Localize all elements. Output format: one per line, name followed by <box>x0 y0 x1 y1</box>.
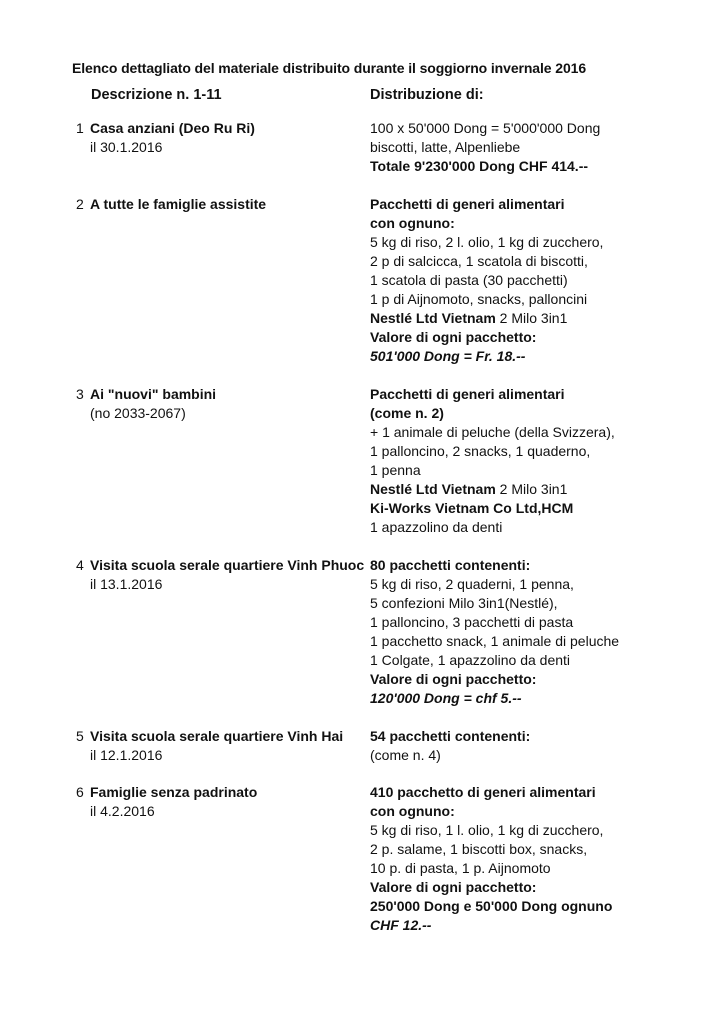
entry-subtitle: il 12.1.2016 <box>90 747 163 763</box>
distribution-line <box>370 233 710 252</box>
distribution-line <box>370 613 710 632</box>
distribution-text: 54 pacchetti contenenti: <box>370 728 531 744</box>
distribution-line <box>370 423 710 442</box>
distribution-text: Valore di ogni pacchetto: <box>370 671 537 687</box>
header-distribution: Distribuzione di: <box>370 87 484 103</box>
distribution-text: Pacchetti di generi alimentari <box>370 196 565 212</box>
distribution-text: 2 p di salcicca, 1 scatola di biscotti, <box>370 253 588 269</box>
distribution-text-tail: 2 Milo 3in1 <box>495 481 568 497</box>
distribution-line <box>370 157 710 176</box>
entry-number: 1 <box>76 120 84 136</box>
entry-name: A tutte le famiglie assistite <box>90 196 267 212</box>
entry-subtitle: (no 2033-2067) <box>90 405 186 421</box>
distribution-line <box>370 214 710 233</box>
entry-subtitle: il 13.1.2016 <box>90 576 163 592</box>
distribution-text: con ognuno: <box>370 215 455 231</box>
distribution-line <box>370 878 710 897</box>
distribution-text: 1 p di Aijnomoto, snacks, palloncini <box>370 291 588 307</box>
entry-name: Ai "nuovi" bambini <box>90 386 217 402</box>
entry-name: Casa anziani (Deo Ru Ri) <box>90 120 255 136</box>
entry-distribution <box>370 783 710 935</box>
distribution-text: (come n. 2) <box>370 405 444 421</box>
distribution-text: 1 palloncino, 2 snacks, 1 quaderno, <box>370 443 591 459</box>
distribution-line <box>370 499 710 518</box>
entry-description <box>90 385 360 423</box>
distribution-line <box>370 859 710 878</box>
distribution-text: 501'000 Dong = Fr. 18.-- <box>370 348 526 364</box>
entry-description <box>90 195 360 214</box>
entry-distribution <box>370 556 710 708</box>
distribution-line <box>370 746 710 765</box>
distribution-line <box>370 385 710 404</box>
distribution-text: 5 confezioni Milo 3in1(Nestlé), <box>370 595 558 611</box>
distribution-text: 120'000 Dong = chf 5.-- <box>370 690 522 706</box>
distribution-text-tail: 2 Milo 3in1 <box>495 310 568 326</box>
entry-description <box>90 119 360 157</box>
distribution-line <box>370 840 710 859</box>
distribution-text: Nestlé Ltd Vietnam <box>370 310 496 326</box>
distribution-line <box>370 404 710 423</box>
entry-name: Visita scuola serale quartiere Vinh Phuoc <box>90 557 365 573</box>
entry-number: 5 <box>76 728 84 744</box>
distribution-line <box>370 802 710 821</box>
entry-number: 4 <box>76 557 84 573</box>
entry-number: 3 <box>76 386 84 402</box>
entry-number: 2 <box>76 196 84 212</box>
header-description: Descrizione n. 1-11 <box>91 87 222 103</box>
distribution-text: 1 pacchetto snack, 1 animale di peluche <box>370 633 620 649</box>
distribution-text: Valore di ogni pacchetto: <box>370 329 537 345</box>
distribution-text: con ognuno: <box>370 803 455 819</box>
distribution-line <box>370 347 710 366</box>
entry-description <box>90 727 360 765</box>
distribution-text: CHF 12.-- <box>370 917 432 933</box>
distribution-line <box>370 195 710 214</box>
distribution-line <box>370 670 710 689</box>
distribution-line <box>370 461 710 480</box>
distribution-line <box>370 556 710 575</box>
distribution-line <box>370 328 710 347</box>
distribution-line <box>370 480 710 499</box>
entry-distribution <box>370 195 710 366</box>
distribution-text: + 1 animale di peluche (della Svizzera), <box>370 424 615 440</box>
distribution-text: Nestlé Ltd Vietnam <box>370 481 496 497</box>
distribution-text: 5 kg di riso, 2 quaderni, 1 penna, <box>370 576 574 592</box>
entry-name: Visita scuola serale quartiere Vinh Hai <box>90 728 344 744</box>
entry-distribution <box>370 727 710 765</box>
distribution-text: 100 x 50'000 Dong = 5'000'000 Dong <box>370 120 601 136</box>
distribution-line <box>370 119 710 138</box>
distribution-line <box>370 689 710 708</box>
distribution-text: 80 pacchetti contenenti: <box>370 557 531 573</box>
distribution-text: biscotti, latte, Alpenliebe <box>370 139 521 155</box>
entry-description <box>90 556 365 594</box>
distribution-text: Pacchetti di generi alimentari <box>370 386 565 402</box>
distribution-text: 1 apazzolino da denti <box>370 519 503 535</box>
entry-description <box>90 783 360 821</box>
entry-distribution <box>370 385 710 537</box>
distribution-line <box>370 916 710 935</box>
distribution-line <box>370 290 710 309</box>
distribution-text: Ki-Works Vietnam Co Ltd,HCM <box>370 500 574 516</box>
distribution-line <box>370 727 710 746</box>
entry-name: Famiglie senza padrinato <box>90 784 258 800</box>
distribution-text: 1 scatola di pasta (30 pacchetti) <box>370 272 568 288</box>
distribution-text: 1 Colgate, 1 apazzolino da denti <box>370 652 571 668</box>
distribution-text: 250'000 Dong e 50'000 Dong ognuno <box>370 898 613 914</box>
distribution-text: (come n. 4) <box>370 747 441 763</box>
distribution-line <box>370 138 710 157</box>
entry-distribution <box>370 119 710 176</box>
distribution-text: 410 pacchetto di generi alimentari <box>370 784 596 800</box>
distribution-line <box>370 575 710 594</box>
distribution-line <box>370 594 710 613</box>
distribution-line <box>370 783 710 802</box>
entry-subtitle: il 4.2.2016 <box>90 803 155 819</box>
distribution-line <box>370 632 710 651</box>
distribution-line <box>370 651 710 670</box>
document-title: Elenco dettagliato del materiale distribuito durante il soggiorno invernale 2016 <box>72 60 587 76</box>
distribution-line <box>370 897 710 916</box>
distribution-line <box>370 271 710 290</box>
distribution-line <box>370 442 710 461</box>
distribution-text: 1 penna <box>370 462 421 478</box>
distribution-line <box>370 309 710 328</box>
distribution-text: 10 p. di pasta, 1 p. Aijnomoto <box>370 860 551 876</box>
distribution-text: 5 kg di riso, 2 l. olio, 1 kg di zucchero, <box>370 234 604 250</box>
entry-number: 6 <box>76 784 84 800</box>
distribution-line <box>370 518 710 537</box>
distribution-line <box>370 821 710 840</box>
distribution-line <box>370 252 710 271</box>
distribution-text: Valore di ogni pacchetto: <box>370 879 537 895</box>
distribution-text: 2 p. salame, 1 biscotti box, snacks, <box>370 841 588 857</box>
distribution-text: 1 palloncino, 3 pacchetti di pasta <box>370 614 574 630</box>
entry-subtitle: il 30.1.2016 <box>90 139 163 155</box>
distribution-text: Totale 9'230'000 Dong CHF 414.-- <box>370 158 589 174</box>
distribution-text: 5 kg di riso, 1 l. olio, 1 kg di zucchero, <box>370 822 604 838</box>
